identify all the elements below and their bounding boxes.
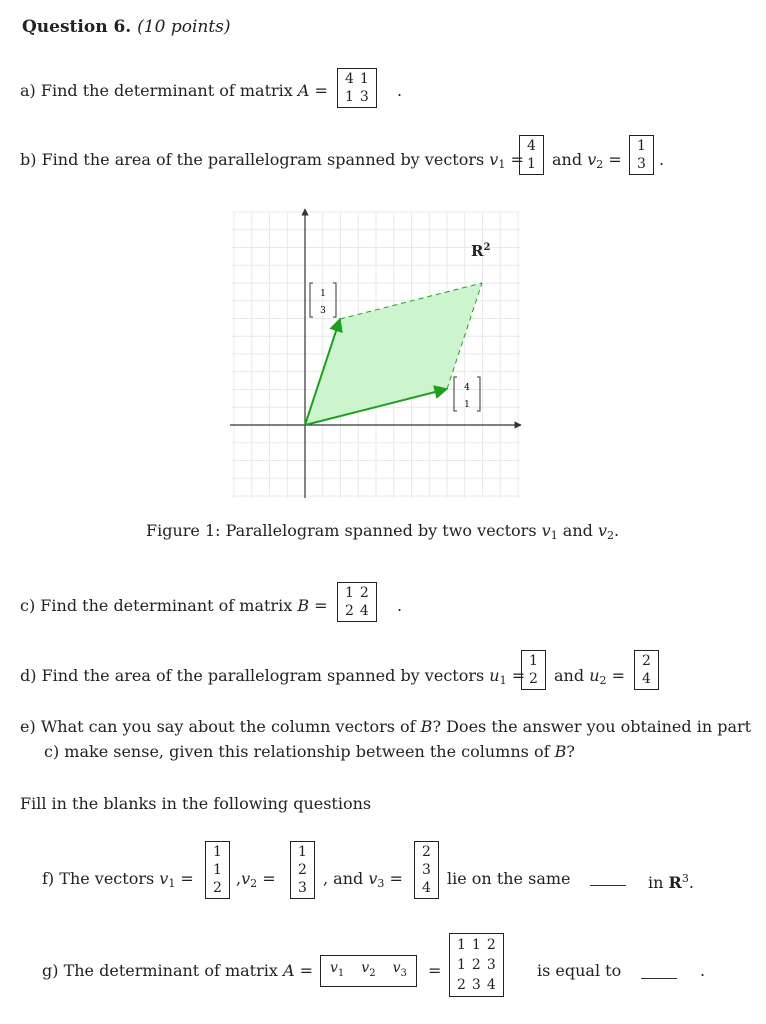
caption-text: Figure 1: Parallelogram spanned by two vectors [146, 521, 537, 540]
matrix-cell: 3 [486, 957, 496, 973]
vector-cell: 3 [298, 880, 307, 896]
vector-var: u [489, 666, 500, 685]
part-b-prompt: Find the area of the parallelogram spanned by vectors [41, 150, 485, 169]
equals-sign: = [389, 869, 403, 888]
part-c-text [20, 596, 328, 616]
tag-vector-v1 [454, 377, 480, 411]
part-f-v2-label [236, 869, 276, 894]
matrix-cell: 2 [345, 603, 354, 619]
vector-cell: 1 [213, 862, 222, 878]
comma: , [236, 869, 242, 888]
vector-var: v [489, 150, 499, 169]
vector-v1 [519, 135, 544, 175]
parallelogram-figure [225, 205, 530, 505]
part-c-label: c) [20, 596, 36, 615]
vector-cell: 1 [527, 156, 536, 172]
vector-cell: 2 [529, 671, 538, 687]
period: . [397, 81, 403, 100]
period: . [700, 961, 706, 980]
part-g-text [42, 961, 313, 981]
period: . [614, 521, 620, 540]
part-g-prompt: The determinant of matrix [63, 961, 278, 980]
equals-sign: = [314, 81, 328, 100]
part-e-line1 [20, 717, 751, 737]
part-f-tail: lie on the same [447, 869, 571, 888]
question-mark: ? [566, 742, 575, 761]
vector-var: v [368, 869, 378, 888]
matrix-var-a: A [297, 81, 310, 100]
part-d-label: d) [20, 666, 37, 685]
part-e-line2 [44, 742, 575, 762]
matrix-cell: 1 [345, 585, 354, 601]
part-f-text [42, 869, 194, 894]
vector-f-v1 [205, 841, 230, 899]
part-e-prompt-2: c) make sense, given this relationship between the columns of [44, 742, 550, 761]
equals-sign: = [511, 666, 526, 685]
matrix-a [337, 68, 377, 108]
part-a-label: a) [20, 81, 36, 100]
vector-cell: 4 [422, 880, 431, 896]
matrix-col: $v_2$ [361, 960, 376, 979]
part-f-v3-label [323, 869, 403, 894]
matrix-cell: 1 [457, 937, 466, 953]
vector-cell: 4 [642, 671, 651, 687]
matrix-cell: 2 [359, 585, 369, 601]
question-points: (10 points) [137, 17, 231, 37]
space-label: $R^2$ [471, 242, 491, 260]
matrix-cell: 3 [359, 89, 369, 105]
column-matrix [320, 955, 417, 987]
part-d-and [554, 666, 625, 691]
blank-g[interactable] [641, 978, 677, 979]
part-f-space [648, 869, 694, 893]
part-g-label: g) [42, 961, 59, 980]
matrix-var-b: B [297, 596, 310, 615]
vector-u1 [521, 650, 546, 690]
vector-cell: 1 [213, 844, 222, 860]
vector-cell: 3 [422, 862, 431, 878]
part-f-label: f) [42, 869, 55, 888]
matrix-cell: 1 [457, 957, 466, 973]
part-b-label: b) [20, 150, 37, 169]
subscript: 1 [499, 674, 507, 687]
equals-sign: = [262, 869, 276, 888]
equals-sign: = [510, 150, 524, 169]
matrix-cell: 2 [471, 957, 481, 973]
matrix-var-b: B [420, 717, 433, 736]
subscript: 2 [369, 967, 376, 979]
subscript: 3 [377, 877, 385, 890]
matrix-cell: 3 [471, 977, 481, 993]
vector-var: v [587, 150, 597, 169]
matrix-col: $v_1$ [330, 960, 345, 979]
vector-var: v [541, 521, 551, 540]
subscript: 2 [607, 529, 615, 542]
vector-cell: 3 [637, 156, 646, 172]
equals-sign: = [314, 596, 328, 615]
subscript: 1 [337, 967, 345, 979]
tag-cell: 4 [464, 383, 470, 393]
subscript: 2 [250, 877, 258, 890]
period: . [688, 873, 694, 892]
vector-var: v [597, 521, 608, 540]
vector-cell: 1 [529, 653, 538, 669]
matrix-var-b: B [554, 742, 567, 761]
vector-var: v [159, 869, 169, 888]
matrix-cell: 4 [345, 71, 354, 87]
matrix-b [337, 582, 377, 622]
part-e-label: e) [20, 717, 36, 736]
equals-sign: = [428, 961, 442, 980]
vector-cell: 1 [637, 138, 646, 154]
matrix-cell: 1 [345, 89, 354, 105]
vector-var: v [241, 869, 251, 888]
vector-f-v3 [414, 841, 439, 899]
matrix-col: $v_3$ [392, 960, 407, 979]
question-title [22, 17, 231, 37]
and-word: and [554, 666, 585, 685]
and-word: and [552, 150, 583, 169]
part-b-text [20, 150, 524, 175]
vector-v2 [629, 135, 654, 175]
vector-u2 [634, 650, 659, 690]
and-word: , and [323, 869, 364, 888]
vector-cell: 2 [298, 862, 307, 878]
part-e-prompt: What can you say about the column vectors of [40, 717, 416, 736]
fill-heading: Fill in the blanks in the following questions [20, 794, 372, 813]
matrix-g [449, 933, 504, 997]
part-a-text [20, 81, 328, 101]
part-d-text [20, 666, 525, 691]
subscript: 2 [596, 158, 604, 171]
tag-cell: 1 [464, 400, 470, 410]
part-f-prompt: The vectors [59, 869, 155, 888]
in-word: in [648, 873, 664, 892]
equals-sign: = [611, 666, 625, 685]
equals-sign: = [299, 961, 314, 980]
space-symbol: R [668, 873, 682, 892]
part-c-prompt: Find the determinant of matrix [40, 596, 293, 615]
part-e-prompt-cont: ? Does the answer you obtained in part [432, 717, 752, 736]
part-a-prompt: Find the determinant of matrix [40, 81, 293, 100]
matrix-cell: 4 [359, 603, 369, 619]
vector-cell: 2 [422, 844, 431, 860]
vector-cell: 2 [213, 880, 222, 896]
matrix-var-a: A [282, 961, 295, 980]
matrix-cell: 4 [486, 977, 496, 993]
vector-var: u [589, 666, 600, 685]
subscript: 3 [400, 967, 407, 979]
subscript: 1 [498, 158, 506, 171]
part-b-and [552, 150, 622, 175]
tag-cell: 1 [320, 289, 326, 299]
matrix-cell: 1 [359, 71, 369, 87]
blank-f[interactable] [590, 885, 626, 886]
subscript: 1 [550, 529, 558, 542]
matrix-cell: 2 [457, 977, 466, 993]
part-d-prompt: Find the area of the parallelogram spanned by vectors [41, 666, 485, 685]
period: . [397, 596, 403, 615]
equals-sign: = [180, 869, 194, 888]
vector-cell: 1 [298, 844, 307, 860]
equals-sign: = [608, 150, 622, 169]
tag-cell: 3 [320, 306, 326, 316]
matrix-cell: 2 [486, 937, 496, 953]
vector-cell: 4 [527, 138, 536, 154]
vector-cell: 2 [642, 653, 651, 669]
and-word: and [562, 521, 593, 540]
matrix-cell: 1 [471, 937, 481, 953]
period: . [659, 150, 665, 169]
superscript: 3 [681, 872, 689, 885]
vector-f-v2 [290, 841, 315, 899]
subscript: 2 [599, 674, 607, 687]
subscript: 1 [168, 877, 176, 890]
question-label: Question 6. [22, 17, 132, 37]
figure-caption [146, 521, 619, 546]
part-g-tail: is equal to [537, 961, 622, 980]
